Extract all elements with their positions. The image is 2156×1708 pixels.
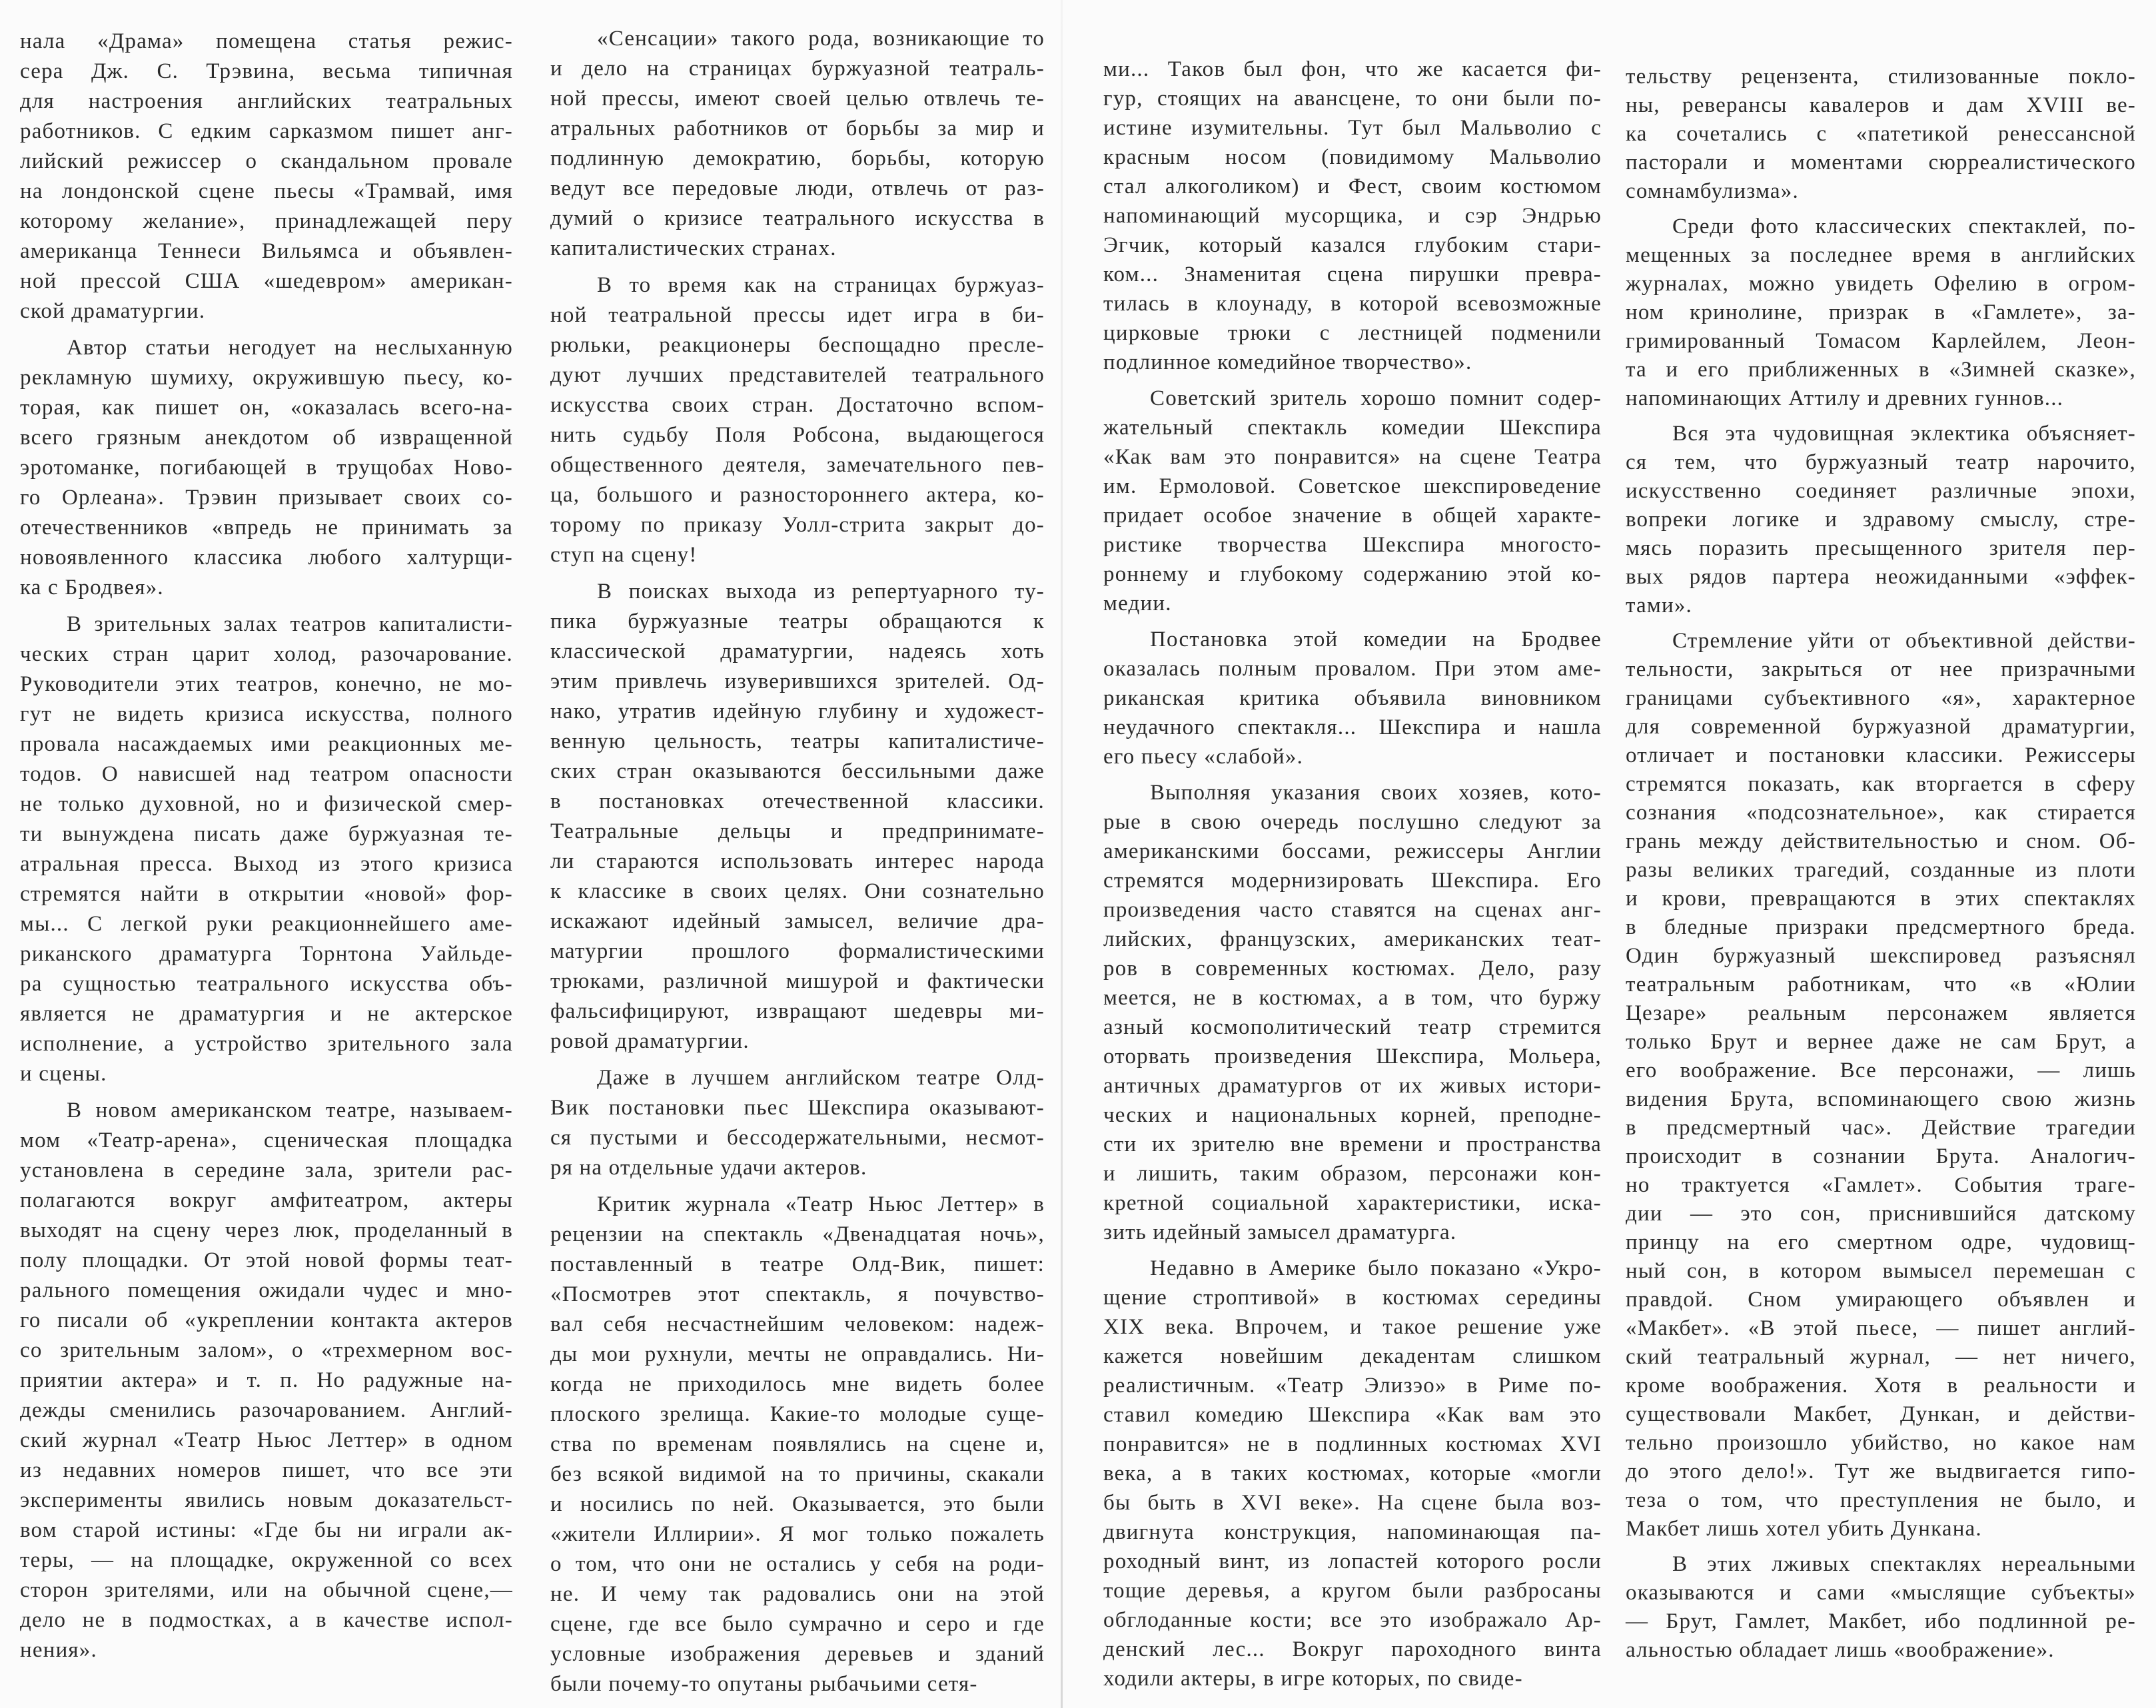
text-line: мы... С легкой руки реакционнейшего аме- [20,912,513,936]
text-line: «жители Иллирии». Я мог только пожалеть [550,1522,1045,1546]
paragraph [1626,63,2136,206]
text-line: истине изумительны. Тут был Мальволио с [1103,116,1602,140]
text-line: но трактуется «Гамлет». События траге- [1626,1173,2136,1197]
text-line: Автор статьи негодует на неслыханную [67,336,513,360]
text-line: ной прессы, имеют своей целью отвлечь те- [550,87,1045,111]
text-line: ми... Таков был фон, что же касается фи- [1103,57,1602,81]
text-line: пика буржуазные театры обращаются к [550,610,1045,634]
text-line: принцу на его смертном одре, чудовищ- [1626,1230,2136,1254]
paragraph [550,1063,1045,1183]
text-line: и дело на страницах буржуазной театраль- [550,57,1045,81]
text-line: Цезаре» реальным персонажем является [1626,1001,2136,1025]
paragraph [1626,213,2136,413]
text-line: разы великих трагедий, созданные из плоти [1626,858,2136,882]
text-line: полу площадки. От этой новой формы теат- [20,1248,513,1272]
text-line: из недавних номеров пишет, что все эти [20,1458,513,1482]
paragraph [20,610,513,1089]
paragraph [1103,778,1602,1247]
text-line: сера Дж. С. Трэвина, весьма типичная [20,59,513,83]
text-line: гут не видеть кризиса искусства, полного [20,702,513,726]
text-column-1 [20,27,513,1665]
paragraph [20,333,513,603]
text-line: ком... Знаменитая сцена пирушки превра- [1103,262,1602,286]
text-line: ства по временам появлялись на сцене и, [550,1432,1045,1456]
text-line: В поисках выхода из репертуарного ту- [597,580,1045,604]
text-column-2 [550,24,1045,1699]
text-line: когда не приходилось мне видеть более [550,1372,1045,1396]
paragraph [1626,1550,2136,1665]
text-line: эротоманке, погибающей в трущобах Ново- [20,456,513,480]
text-line: торому по приказу Уолл-стрита закрыт до- [550,513,1045,537]
text-line: тилась в клоунаду, в которой всевозможные [1103,292,1602,316]
text-line: им. Ермоловой. Советское шекспироведение [1103,474,1602,498]
text-line: античных драматургов от их живых истори- [1103,1074,1602,1098]
text-line: напоминающих Аттилу и древних гуннов... [1626,386,2064,410]
text-line: теры, — на площадке, окруженной со всех [20,1548,513,1572]
text-line: отечественников «впредь не принимать за [20,516,513,540]
text-line: мом «Театр-арена», сценическая площадка [20,1128,513,1152]
paragraph [1626,420,2136,620]
text-line: дежды сменились разочарованием. Англий- [20,1398,513,1422]
text-line: ведут все передовые люди, отвлечь от раз- [550,177,1045,201]
text-line: XIX века. Впрочем, и такое решение уже [1103,1315,1602,1339]
text-line: ды мои рухнули, мечты не оправдались. Ни- [550,1342,1045,1366]
text-line: понравится» не в подлинных костюмах XVI [1103,1432,1602,1456]
text-line: рюльки, реакционеры беспощадно пресле- [550,333,1045,357]
text-line: искусства своих стран. Достаточно вспом- [550,393,1045,417]
text-line: до этого дело!». Тут же выдвигается гипо- [1626,1460,2136,1484]
text-line: его пьесу «слабой». [1103,745,1304,769]
text-line: ступ на сцену! [550,543,698,567]
text-line: со зрительным залом», о «трехмерном вос- [20,1338,513,1362]
text-line: его воображение. Все персонажи, — лишь [1626,1059,2136,1082]
text-column-3 [1103,55,1602,1693]
text-line: рые в свою очередь послушно следуют за [1103,810,1602,834]
text-line: сомнамбулизма». [1626,179,1799,203]
text-line: условные изображения деревьев и зданий [550,1642,1045,1666]
text-line: ся тем, что буржуазный театр нарочито, [1626,450,2136,474]
text-line: двигнута конструкция, напоминающая па- [1103,1520,1602,1544]
text-line: мещенных за последнее время в английских [1626,243,2136,267]
text-line: ли стараются использовать интерес народа [550,849,1045,873]
text-line: ный сон, в котором вымысел перемешан с [1626,1259,2136,1283]
text-line: фальсифицируют, извращают шедевры ми- [550,999,1045,1023]
text-line: для современной буржуазной драматургии, [1626,715,2136,739]
text-column-4 [1626,63,2136,1665]
text-line: без всякой видимой на то причины, скакали [550,1462,1045,1486]
text-line: — Брут, Гамлет, Макбет, ибо подлинной ре- [1626,1609,2136,1633]
text-line: рецензии на спектакль «Двенадцатая ночь», [550,1222,1045,1246]
text-line: к классике в своих целях. Они сознательно [550,879,1045,903]
text-line: установлена в середине зала, зрители рас- [20,1158,513,1182]
text-line: общественного деятеля, замечательного пев- [550,453,1045,477]
text-line: медии. [1103,592,1172,616]
text-line: ка сочетались с «патетикой ренессансной [1626,122,2136,146]
text-line: и носились по ней. Оказывается, это были [550,1492,1045,1516]
text-line: Советский зритель хорошо помнит содер- [1150,386,1602,410]
text-line: нить судьбу Поля Робсона, выдающегося [550,423,1045,447]
text-line: Один буржуазный шекспировед разъяснял [1626,944,2136,968]
text-line: сторон зрителями, или на обычной сцене,— [20,1578,513,1602]
text-line: Среди фото классических спектаклей, по- [1672,214,2136,238]
text-line: ходили актеры, в игре которых, по свиде- [1103,1667,1523,1691]
text-line: ра сущностью театрального искусства объ- [20,972,513,996]
text-line: щение строптивой» в костюмах середины [1103,1286,1602,1310]
text-line: нако, утратив идейную глубину и художест- [550,699,1045,723]
text-line: матургии прошлого формалистическими [550,939,1045,963]
text-line: В зрительных залах театров капиталисти- [67,612,513,636]
text-line: Вся эта чудовищная эклектика объясняет- [1672,422,2136,446]
text-line: оторвать произведения Шекспира, Мольера, [1103,1045,1602,1068]
text-line: роходный винт, из лопастей которого росли [1103,1549,1602,1573]
text-line: всего грязным анекдотом об извращенной [20,426,513,450]
text-line: вопреки логике и здравому смыслу, стре- [1626,508,2136,532]
text-line: для настроения английских театральных [20,89,513,113]
text-line: новоявленного классика любого халтурщи- [20,546,513,570]
text-line: ны, реверансы кавалеров и дам XVIII ве- [1626,93,2136,117]
text-line: были почему-то опутаны рыбачьими сетя- [550,1672,978,1696]
text-line: тельству рецензента, стилизованные покло- [1626,65,2136,89]
text-line: оказалась полным провалом. При этом аме- [1103,657,1602,681]
text-line: «Макбет». «В этой пьесе, — пишет англий- [1626,1316,2136,1340]
text-line: капиталистических странах. [550,236,837,260]
text-line: отличает и постановки классики. Режиссеры [1626,743,2136,767]
text-line: го Орлеана». Трэвин призывает своих со- [20,486,513,510]
text-line: вом старой истины: «Где бы ни играли ак- [20,1518,513,1542]
page-fold-shadow [1061,0,1063,1708]
text-line: вал себя несчастнейшим человеком: надеж- [550,1312,1045,1336]
text-line: правдой. Сном умирающего объявлен и [1626,1288,2136,1312]
text-line: поставленный в театре Олд-Вик, пишет: [550,1252,1045,1276]
text-line: альностью обладает лишь «воображение». [1626,1638,2055,1662]
text-line: нения». [20,1638,97,1662]
text-line: меется, не в костюмах, а в том, что буржу [1103,986,1602,1010]
text-line: американскими боссами, режиссеры Англии [1103,839,1602,863]
paragraph [1103,384,1602,618]
text-line: та и его приближенных в «Зимней сказке», [1626,358,2136,382]
text-line: ров в современных костюмах. Дело, разу [1103,957,1602,981]
text-line: грань между действительностью и сном. Об- [1626,829,2136,853]
text-line: приятии актера» и т. п. Но радужные на- [20,1368,513,1392]
text-line: и лишить, таким образом, персонажи кон- [1103,1162,1602,1186]
text-line: В новом американском театре, называем- [67,1098,513,1122]
text-line: роннему и глубокому содержанию этой ко- [1103,562,1602,586]
text-line: в предсмертный час». Действие трагедии [1626,1116,2136,1140]
text-line: «Посмотрев этот спектакль, я почувство- [550,1282,1045,1306]
text-line: торая, как пишет он, «оказалась всего-на- [20,396,513,420]
text-line: го писали об «укреплении контакта актеров [20,1308,513,1332]
text-line: Макбет лишь хотел убить Дункана. [1626,1517,1982,1541]
text-line: ря на отдельные удачи актеров. [550,1156,867,1180]
text-line: в бледные призраки предсмертного бреда. [1626,915,2136,939]
text-line: искусственно соединяет различные эпохи, [1626,479,2136,503]
text-line: ца, большого и разностороннего актера, ко- [550,483,1045,507]
text-line: дии — это сон, приснившийся датскому [1626,1202,2136,1226]
text-line: ся пустыми и бессодержательными, несмот- [550,1126,1045,1150]
text-line: ном кринолине, призрак в «Гамлете», за- [1626,300,2136,324]
text-line: Руководители этих театров, конечно, не мо- [20,672,513,696]
text-line: ной театральной прессы идет игра в би- [550,303,1045,327]
text-line: тами». [1626,594,1692,618]
text-line: ской драматургии. [20,299,206,323]
text-line: кажется новейшим декадентам слишком [1103,1344,1602,1368]
text-line: стал алкоголиком) и Фест, своим костюмом [1103,175,1602,199]
text-line: ка с Бродвея». [20,576,164,600]
text-line: гур, стоящих на авансцене, то они были по- [1103,87,1602,111]
text-line: является не драматургия и не актерское [20,1002,513,1026]
text-line: американца Теннеси Вильямса и объявлен- [20,239,513,263]
text-line: Театральные дельцы и предпринимате- [550,819,1045,843]
text-line: нала «Драма» помещена статья режис- [20,29,513,53]
text-line: неудачного спектакля... Шекспира и нашла [1103,715,1602,739]
text-line: «Сенсации» такого рода, возникающие то [597,27,1045,51]
text-line: века, а в таких костюмах, которые «могли [1103,1462,1602,1486]
text-line: лийских, французских, американских теат- [1103,927,1602,951]
text-line: и крови, превращаются в этих спектаклях [1626,887,2136,911]
text-line: Даже в лучшем английском театре Олд- [597,1066,1045,1090]
text-line: рекламную шумиху, окружившую пьесу, ко- [20,366,513,390]
paragraph [1626,627,2136,1543]
text-line: происходит в сознании Брута. Аналогич- [1626,1144,2136,1168]
text-line: журналах, можно увидеть Офелию в огром- [1626,272,2136,296]
text-line: обглоданные кости; все это изображало Ар- [1103,1608,1602,1632]
text-line: на лондонской сцене пьесы «Трамвай, имя [20,179,513,203]
text-line: ровой драматургии. [550,1029,750,1053]
text-line: сти их зрителю вне времени и пространства [1103,1132,1602,1156]
text-line: стремятся модернизировать Шекспира. Его [1103,869,1602,893]
text-line: не. И чему так радовались они на этой [550,1582,1045,1606]
text-line: выходят на сцену через люк, проделанный в [20,1218,513,1242]
text-line: мясь поразить пресыщенного зрителя пер- [1626,536,2136,560]
paragraph [550,24,1045,264]
text-line: подлинную демократию, борьбы, которую [550,147,1045,171]
text-line: театральным работникам, что «в «Юлии [1626,973,2136,997]
text-line: «Как вам это понравится» на сцене Театра [1103,445,1602,469]
text-line: стремятся найти в открытии «новой» фор- [20,882,513,906]
text-line: тельно произошло убийство, но какое нам [1626,1431,2136,1455]
text-line: границами субъективного «я», характерное [1626,686,2136,710]
text-line: плоского зрелища. Какие-то молодые суще- [550,1402,1045,1426]
text-line: тощие деревья, а кругом были разбросаны [1103,1579,1602,1603]
text-line: подлинное комедийное творчество». [1103,350,1472,374]
text-line: лийский режиссер о скандальном провале [20,149,513,173]
text-line: исполнение, а устройство зрительного зала [20,1032,513,1056]
text-line: Выполняя указания своих хозяев, кото- [1150,781,1602,805]
text-line: произведения часто ставятся на сценах анг- [1103,898,1602,922]
text-line: провала насаждаемых ими реакционных ме- [20,732,513,756]
text-line: классической драматургии, надеясь хоть [550,640,1045,663]
text-line: кроме воображения. Хотя в реальности и [1626,1374,2136,1398]
text-line: венную цельность, театры капиталистиче- [550,729,1045,753]
text-line: зить идейный замысел драматурга. [1103,1220,1457,1244]
paragraph [1103,55,1602,377]
text-line: эксперименты явились новым доказательст- [20,1488,513,1512]
paragraph [550,577,1045,1057]
text-line: ной прессой США «шедевром» американ- [20,269,513,293]
text-line: напоминающий мусорщика, и сэр Эндрью [1103,204,1602,228]
text-line: риканская критика объявила виновником [1103,686,1602,710]
text-line: денский лес... Вокруг пароходного винта [1103,1637,1602,1661]
text-line: пасторали и моментами сюрреалистического [1626,151,2136,175]
text-line: дуют лучших представителей театрального [550,363,1045,387]
text-line: жательный спектакль комедии Шекспира [1103,416,1602,440]
text-line: Стремление уйти от объективной действи- [1672,629,2136,653]
text-line: В то время как на страницах буржуаз- [597,273,1045,297]
text-line: атральная пресса. Выход из этого кризиса [20,852,513,876]
paragraph [550,1190,1045,1699]
text-line: реалистичным. «Театр Элизэо» в Риме по- [1103,1374,1602,1398]
text-line: трюками, различной мишурой и фактически [550,969,1045,993]
paragraph [20,27,513,326]
text-line: ческих и национальных корней, преподне- [1103,1103,1602,1127]
text-line: цирковые трюки с лестницей подменили [1103,321,1602,345]
paragraph [550,270,1045,570]
text-line: существовали Макбет, Дункан, и действи- [1626,1402,2136,1426]
text-line: о том, что они не остались у себя на роди- [550,1552,1045,1576]
text-line: придает особое значение в общей характе- [1103,504,1602,528]
text-line: полагаются вокруг амфитеатром, актеры [20,1188,513,1212]
text-line: только Брут и вернее даже не сам Брут, а [1626,1030,2136,1054]
text-line: сознания «подсознательное», как стирается [1626,801,2136,825]
text-line: тельности, закрыться от нее призрачными [1626,657,2136,681]
text-line: думий о кризисе театрального искусства в [550,207,1045,230]
text-line: ристике творчества Шекспира многосто- [1103,533,1602,557]
text-line: риканского драматурга Торнтона Уайльде- [20,942,513,966]
text-line: тодов. О нависшей над театром опасности [20,762,513,786]
text-line: и сцены. [20,1062,107,1086]
text-line: красным носом (повидимому Мальволио [1103,145,1602,169]
paragraph [1103,1254,1602,1693]
text-line: оказываются и сами «мыслящие субъекты» [1626,1581,2136,1605]
text-line: гримированный Томасом Карлейлем, Леон- [1626,329,2136,353]
text-line: в постановках отечественной классики. [550,789,1045,813]
text-line: Критик журнала «Театр Ньюс Леттер» в [597,1192,1045,1216]
text-line: ский журнал «Театр Ньюс Леттер» в одном [20,1428,513,1452]
text-line: этим привлечь изуверившихся зрителей. Од- [550,669,1045,693]
text-line: Недавно в Америке было показано «Укро- [1150,1256,1602,1280]
paragraph [1103,625,1602,771]
text-line: ставил комедию Шекспира «Как вам это [1103,1403,1602,1427]
text-line: ский театральный журнал, — нет ничего, [1626,1345,2136,1369]
text-line: ских стран оказываются бессильными даже [550,759,1045,783]
text-line: азный космополитический театр стремится [1103,1015,1602,1039]
text-line: искажают идейный замысел, величие дра- [550,909,1045,933]
text-line: В этих лживых спектаклях нереальными [1672,1552,2136,1576]
text-line: рального помещения ожидали чудес и мно- [20,1278,513,1302]
text-line: кретной социальной характеристики, иска- [1103,1191,1602,1215]
text-line: видения Брута, вспоминающего свою жизнь [1626,1087,2136,1111]
text-line: Постановка этой комедии на Бродвее [1150,628,1602,651]
text-line: атральных работников от борьбы за мир и [550,117,1045,141]
text-line: бы быть в XVI веке». На сцене была воз- [1103,1491,1602,1515]
text-line: дело не в подмостках, а в качестве испол- [20,1608,513,1632]
text-line: сцене, где все было сумрачно и серо и где [550,1612,1045,1636]
text-line: не только духовной, но и физической смер- [20,792,513,816]
text-line: работников. С едким сарказмом пишет анг- [20,119,513,143]
text-line: теза о том, что преступления не было, и [1626,1488,2136,1512]
text-line: Эгчик, который казался глубоким стари- [1103,233,1602,257]
text-line: Вик постановки пьес Шекспира оказывают- [550,1096,1045,1120]
text-line: стремятся показать, как вторгается в сферу [1626,772,2136,796]
text-line: ческих стран царит холод, разочарование. [20,642,513,666]
text-line: которому желание», принадлежащей перу [20,209,513,233]
text-line: вых рядов партера неожиданными «эффек- [1626,565,2136,589]
text-line: ти вынуждена писать даже буржуазная те- [20,822,513,846]
paragraph [20,1096,513,1665]
